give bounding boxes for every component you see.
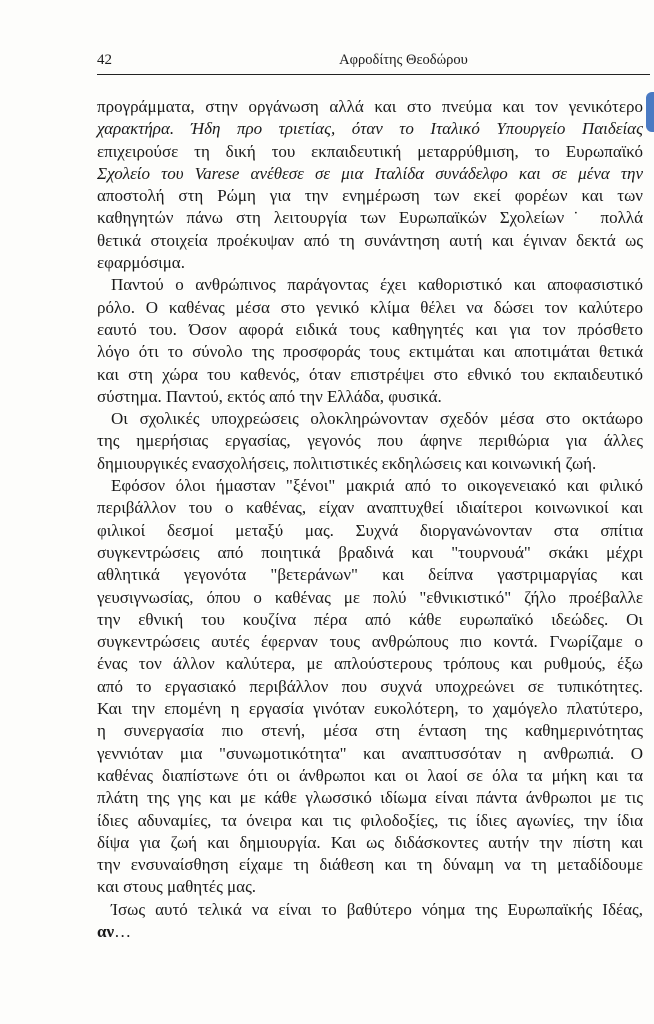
text-line-content: αθλητικά γεγονότα "βετεράνων" και δείπνα γαστριμαργίας και	[97, 565, 643, 585]
text-line	[97, 542, 643, 564]
text-line-content: εαυτό του. Όσον αφορά ειδικά τους καθηγητές και για τον πρόσθετο	[97, 319, 643, 339]
text-line	[97, 118, 643, 140]
text-line	[97, 274, 643, 296]
text-line	[97, 230, 643, 252]
text-line	[97, 408, 643, 430]
text-line	[97, 787, 643, 809]
text-line	[97, 475, 643, 497]
text-line	[97, 453, 643, 475]
text-line-content: καθένας διαπίστωνε ότι οι άνθρωποι και οι λαοί σε όλα τα μήκη και τα	[97, 765, 643, 785]
text-line-content: σύστημα. Παντού, εκτός από την Ελλάδα, φυσικά.	[97, 386, 442, 406]
text-line-content: αν	[97, 921, 115, 941]
body-text	[97, 96, 643, 943]
text-line-content: ίδιες αδυναμίες, τα όνειρα και τις φιλοδοξίες, τις ίδιες αγωνίες, την ίδια	[97, 810, 643, 830]
text-line-content: θετικά στοιχεία προέκυψαν από τη συνάντηση αυτή και έγιναν δεκτά ως	[97, 230, 643, 250]
text-line	[97, 720, 643, 742]
text-line	[97, 341, 643, 363]
text-line	[97, 364, 643, 386]
text-line-content: από το εργασιακό περιβάλλον που συχνά υποχρεώνει σε τυπικότητες.	[97, 676, 643, 696]
paragraph	[97, 408, 643, 475]
text-line	[97, 96, 643, 118]
text-line-content: περιβάλλον του ο καθένας, είχαν αναπτυχθεί ιδιαίτεροι κοινωνικοί και	[97, 498, 643, 518]
text-line-content: την ενσυναίσθηση είχαμε τη διάθεση και τη δύναμη να τη μεταδίδουμε	[97, 855, 643, 875]
text-line-content: την εθνική του κουζίνα πέρα από κάθε ευρωπαϊκό ιδεώδες. Οι	[97, 609, 643, 629]
text-line-content: γεννιόταν μια "συνωμοτικότητα" και αναπτυσσόταν η ανθρωπιά. Ο	[97, 743, 643, 763]
text-line-content: και στους μαθητές μας.	[97, 877, 257, 897]
text-line	[97, 587, 643, 609]
text-line	[97, 430, 643, 452]
text-line	[97, 810, 643, 832]
text-line-content: Και την επομένη η εργασία γινόταν ευκολότερη, το χαμόγελο πλατύτερο,	[97, 699, 643, 719]
text-line-content: δίψα για ζωή και δημιουργία. Και ως διδάσκοντες αυτήν την πίστη και	[97, 832, 643, 852]
text-line-content: δημιουργικές ενασχολήσεις, πολιτιστικές εκδηλώσεις και κοινωνική ζωή.	[97, 453, 597, 473]
text-line	[97, 876, 643, 898]
text-line-content: καθηγητών πάνω στη λειτουργία των Ευρωπαϊκών Σχολείων˙ πολλά	[97, 208, 643, 228]
text-line-content: επιχειρούσε τη δική του εκπαιδευτική μεταρρύθμιση, το Ευρωπαϊκό	[97, 141, 643, 161]
text-line-content: Οι σχολικές υποχρεώσεις ολοκληρώνονταν σχεδόν μέσα στο οκτάωρο	[111, 409, 643, 429]
paragraph	[97, 96, 643, 274]
text-line	[97, 698, 643, 720]
paragraph	[97, 475, 643, 899]
text-line-content: προγράμματα, στην οργάνωση αλλά και στο πνεύμα και τον γενικότερο	[97, 97, 643, 116]
running-title: Αφροδίτης Θεοδώρου	[339, 52, 468, 68]
ellipsis: …	[114, 921, 132, 941]
text-line-content: Εφόσον όλοι ήμασταν "ξένοι" μακριά από το οικογενειακό και φιλικό	[111, 476, 643, 496]
text-line-content: και στη χώρα του καθενός, όταν επιστρέψει στο εθνικό του εκπαιδευτικό	[97, 364, 643, 384]
running-header	[97, 50, 650, 75]
paragraph	[97, 274, 643, 408]
text-line	[97, 631, 643, 653]
text-line-content: γευσιγνωσίας, όπου ο καθένας με πολύ "εθνικιστικό" ζήλο προέβαλλε	[97, 587, 643, 607]
text-line	[97, 564, 643, 586]
text-line	[97, 676, 643, 698]
text-line	[97, 743, 643, 765]
text-line	[97, 185, 643, 207]
text-line	[97, 854, 643, 876]
text-line-content: φιλικοί δεσμοί μεταξύ μας. Συχνά διοργανώνονταν στα σπίτια	[97, 520, 643, 540]
text-line	[97, 921, 643, 943]
text-line	[97, 899, 643, 921]
text-line-content: πλάτη της γης και με κάθε γλωσσικό ιδίωμα είναι πάντα άνθρωποι με τις	[97, 788, 643, 808]
text-line-content: της ημερήσιας εργασίας, γεγονός που άφηνε περιθώρια για άλλες	[97, 431, 643, 451]
text-line	[97, 386, 643, 408]
text-line-content: Παντού ο ανθρώπινος παράγοντας έχει καθοριστικό και αποφασιστικό	[111, 275, 643, 295]
text-line	[97, 653, 643, 675]
text-line-content: η συνεργασία πιο στενή, μέσα στη ένταση της καθημερινότητας	[97, 721, 643, 741]
text-line	[97, 497, 643, 519]
text-line-content: λόγο ότι το σύνολο της προσφοράς τους εκτιμάται και αποτιμάται θετικά	[97, 342, 643, 362]
text-line	[97, 207, 643, 229]
text-line-content: ρόλο. Ο καθένας μέσα στο γενικό κλίμα θέλει να δώσει τον καλύτερο	[97, 297, 643, 317]
text-line-content: συγκεντρώσεις αυτές έφερναν τους ανθρώπους πιο κοντά. Γνωρίζαμε ο	[97, 632, 643, 652]
paragraph	[97, 899, 643, 944]
page-edge-mark	[646, 92, 654, 132]
text-line	[97, 520, 643, 542]
text-line	[97, 297, 643, 319]
text-line	[97, 252, 643, 274]
text-line	[97, 141, 643, 163]
text-line	[97, 765, 643, 787]
text-line-content: χαρακτήρα. Ήδη προ τριετίας, όταν το Ιταλικό Υπουργείο Παιδείας	[97, 119, 643, 139]
text-line-content: ένας τον άλλον καλύτερα, με απλούστερους τρόπους και ρυθμούς, έξω	[97, 654, 643, 674]
text-line-content: Ίσως αυτό τελικά να είναι το βαθύτερο νόημα της Ευρωπαϊκής Ιδέας,	[111, 899, 643, 919]
text-line-content: εφαρμόσιμα.	[97, 253, 185, 273]
text-line-content: Σχολείο του Varese ανέθεσε σε μια Ιταλίδα συνάδελφο και σε μένα την	[97, 163, 643, 183]
page-number: 42	[97, 52, 112, 68]
text-line	[97, 832, 643, 854]
text-line	[97, 609, 643, 631]
text-line-content: συγκεντρώσεις από ποιητικά βραδινά και "τουρνουά" σκάκι μέχρι	[97, 542, 643, 562]
text-line-content: αποστολή στη Ρώμη για την ενημέρωση των εκεί φορέων και των	[97, 186, 643, 206]
text-line	[97, 163, 643, 185]
text-line	[97, 319, 643, 341]
